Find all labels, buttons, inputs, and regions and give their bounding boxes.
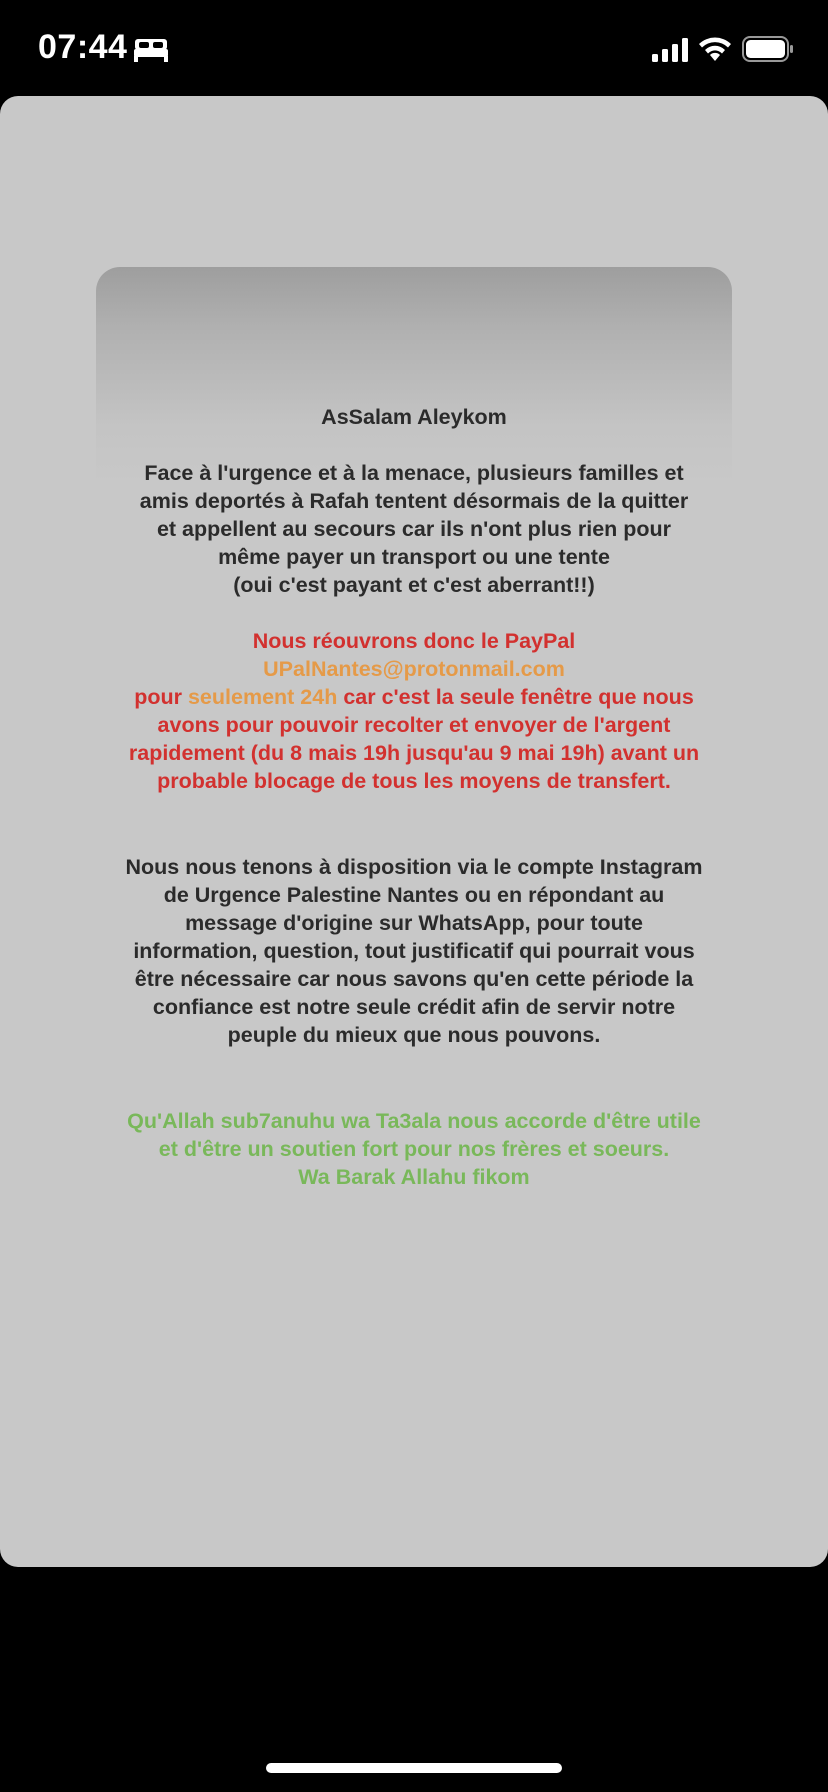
text-line: et d'être un soutien fort pour nos frères et soeurs. (158, 1137, 670, 1161)
text-line: de Urgence Palestine Nantes ou en répondant au (163, 883, 665, 907)
text-line: Face à l'urgence et à la menace, plusieurs familles et (144, 461, 684, 485)
bed-icon (134, 36, 168, 62)
duration-prefix: pour (134, 685, 182, 709)
text-line: Wa Barak Allahu fikom (298, 1165, 530, 1189)
home-indicator[interactable] (266, 1763, 562, 1773)
text-line: amis deportés à Rafah tentent désormais de la quitter (139, 489, 689, 513)
text-line: (oui c'est payant et c'est aberrant!!) (233, 573, 595, 597)
paragraph-contact (86, 853, 742, 1049)
paragraph-paypal (86, 627, 742, 795)
text-line: même payer un transport ou une tente (218, 545, 610, 569)
duration-highlight: seulement 24h (187, 685, 338, 709)
status-time: 07:44 (38, 28, 128, 66)
text-line: avons pour pouvoir recolter et envoyer de l'argent (157, 713, 671, 737)
text-line: peuple du mieux que nous pouvons. (227, 1023, 601, 1047)
text-line: et appellent au secours car ils n'ont plus rien pour (156, 517, 672, 541)
duration-suffix: car c'est la seule fenêtre que nous (343, 685, 694, 709)
paypal-email[interactable]: UPalNantes@protonmail.com (263, 657, 565, 681)
text-line: Nous nous tenons à disposition via le compte Instagram (125, 855, 703, 879)
greeting-line: AsSalam Aleykom (321, 405, 507, 429)
paypal-line: Nous réouvrons donc le PayPal (252, 629, 576, 653)
paragraph-urgency (86, 459, 742, 599)
greeting-text (86, 403, 742, 431)
story-card (0, 96, 828, 1567)
wifi-icon (698, 35, 732, 63)
text-line: être nécessaire car nous savons qu'en cette période la (134, 967, 694, 991)
text-line: confiance est notre seule crédit afin de servir notre (152, 995, 676, 1019)
text-line: Qu'Allah sub7anuhu wa Ta3ala nous accorde d'être utile (127, 1109, 701, 1133)
text-line: message d'origine sur WhatsApp, pour toute (185, 911, 643, 935)
status-bar (0, 0, 828, 96)
duration-line (86, 683, 742, 711)
battery-icon (742, 36, 794, 62)
text-line: rapidement (du 8 mais 19h jusqu'au 9 mai 19h) avant un (128, 741, 700, 765)
text-line: probable blocage de tous les moyens de transfert. (157, 769, 671, 793)
paragraph-closing (86, 1107, 742, 1191)
text-line: information, question, tout justificatif qui pourrait vous (133, 939, 695, 963)
signal-icon (652, 38, 688, 62)
